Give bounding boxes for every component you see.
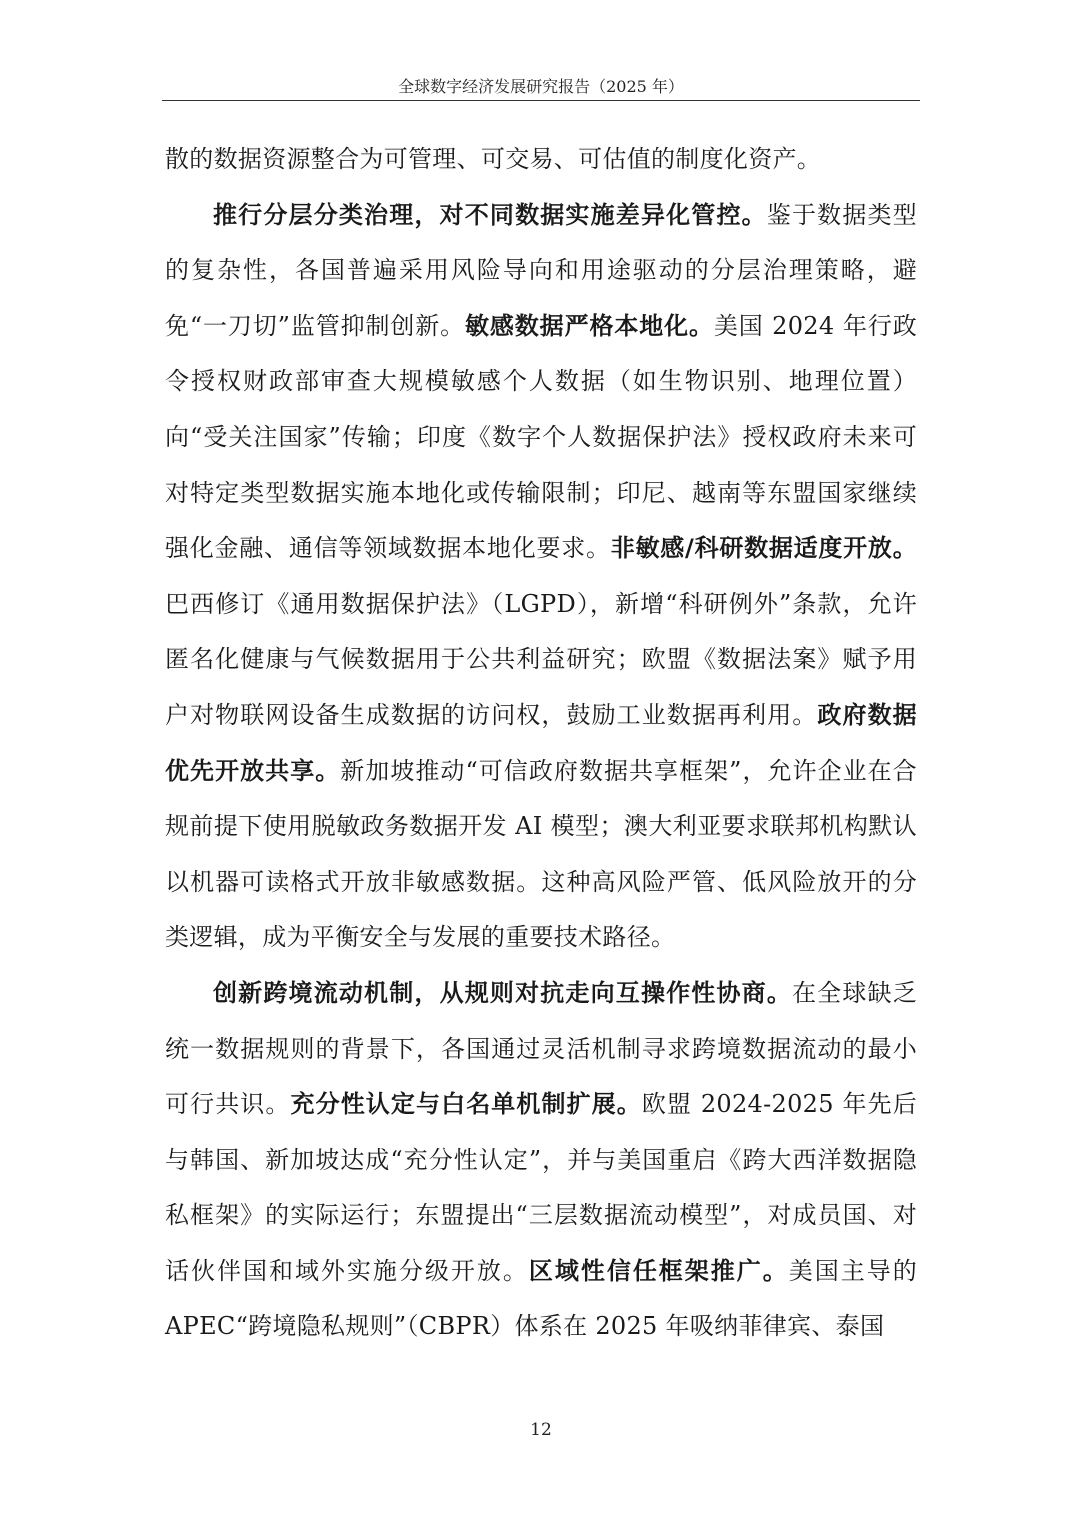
paragraph [165,188,917,966]
bold-heading-text: 创新跨境流动机制，从规则对抗走向互操作性协商。 [213,978,792,1007]
header-divider [162,100,920,101]
bold-heading-text: 充分性认定与白名单机制扩展。 [290,1090,642,1119]
page-header: 全球数字经济发展研究报告（2025 年） [398,77,684,96]
body-text: 欧盟 2024-2025 年先后与韩国、新加坡达成“充分性认定”，并与美国重启《跨大西洋数据隐私框架》的实际运行；东盟提出“三层数据流动模型”，对成员国、对话伙伴国和域外实施分级开放。 [165,1090,918,1285]
bold-heading-text: 推行分层分类治理，对不同数据实施差异化管控。 [213,200,767,229]
body-text: 美国主导的 APEC“跨境隐私规则”（CBPR）体系在 2025 年吸纳菲律宾、泰国 [165,1256,918,1341]
body-text: 巴西修订《通用数据保护法》（LGPD），新增“科研例外”条款，允许匿名化健康与气候数据用于公共利益研究；欧盟《数据法案》赋予用户对物联网设备生成数据的访问权，鼓励工业数据再利用。 [165,589,917,729]
document-body [165,132,917,1355]
page-number: 12 [530,1420,552,1440]
paragraph [165,966,917,1355]
bold-heading-text: 非敏感/科研数据适度开放。 [610,534,917,563]
body-text: 鉴于数据类型的复杂性，各国普遍采用风险导向和用途驱动的分层治理策略，避免“一刀切”监管抑制创新。 [165,200,917,340]
body-text: 散的数据资源整合为可管理、可交易、可估值的制度化资产。 [165,145,822,173]
bold-heading-text: 敏感数据严格本地化。 [465,311,714,340]
body-text: 在全球缺乏统一数据规则的背景下，各国通过灵活机制寻求跨境数据流动的最小可行共识。 [165,978,917,1119]
bold-heading-text: 政府数据优先开放共享。 [165,700,917,785]
body-text: 美国 2024 年行政令授权财政部审查大规模敏感个人数据（如生物识别、地理位置）向“受关注国家”传输；印度《数字个人数据保护法》授权政府未来可对特定类型数据实施本地化或传输限制；印尼、越南等东盟国家继续强化金融、通信等领域数据本地化要求。 [165,311,918,563]
bold-heading-text: 区域性信任框架推广。 [528,1256,789,1285]
body-text: 新加坡推动“可信政府数据共享框架”，允许企业在合规前提下使用脱敏政务数据开发 AI 模型；澳大利亚要求联邦机构默认以机器可读格式开放非敏感数据。这种高风险严管、低风险放开的分类逻辑，成为平衡安全与发展的重要技术路径。 [165,756,917,952]
paragraph [165,132,917,188]
